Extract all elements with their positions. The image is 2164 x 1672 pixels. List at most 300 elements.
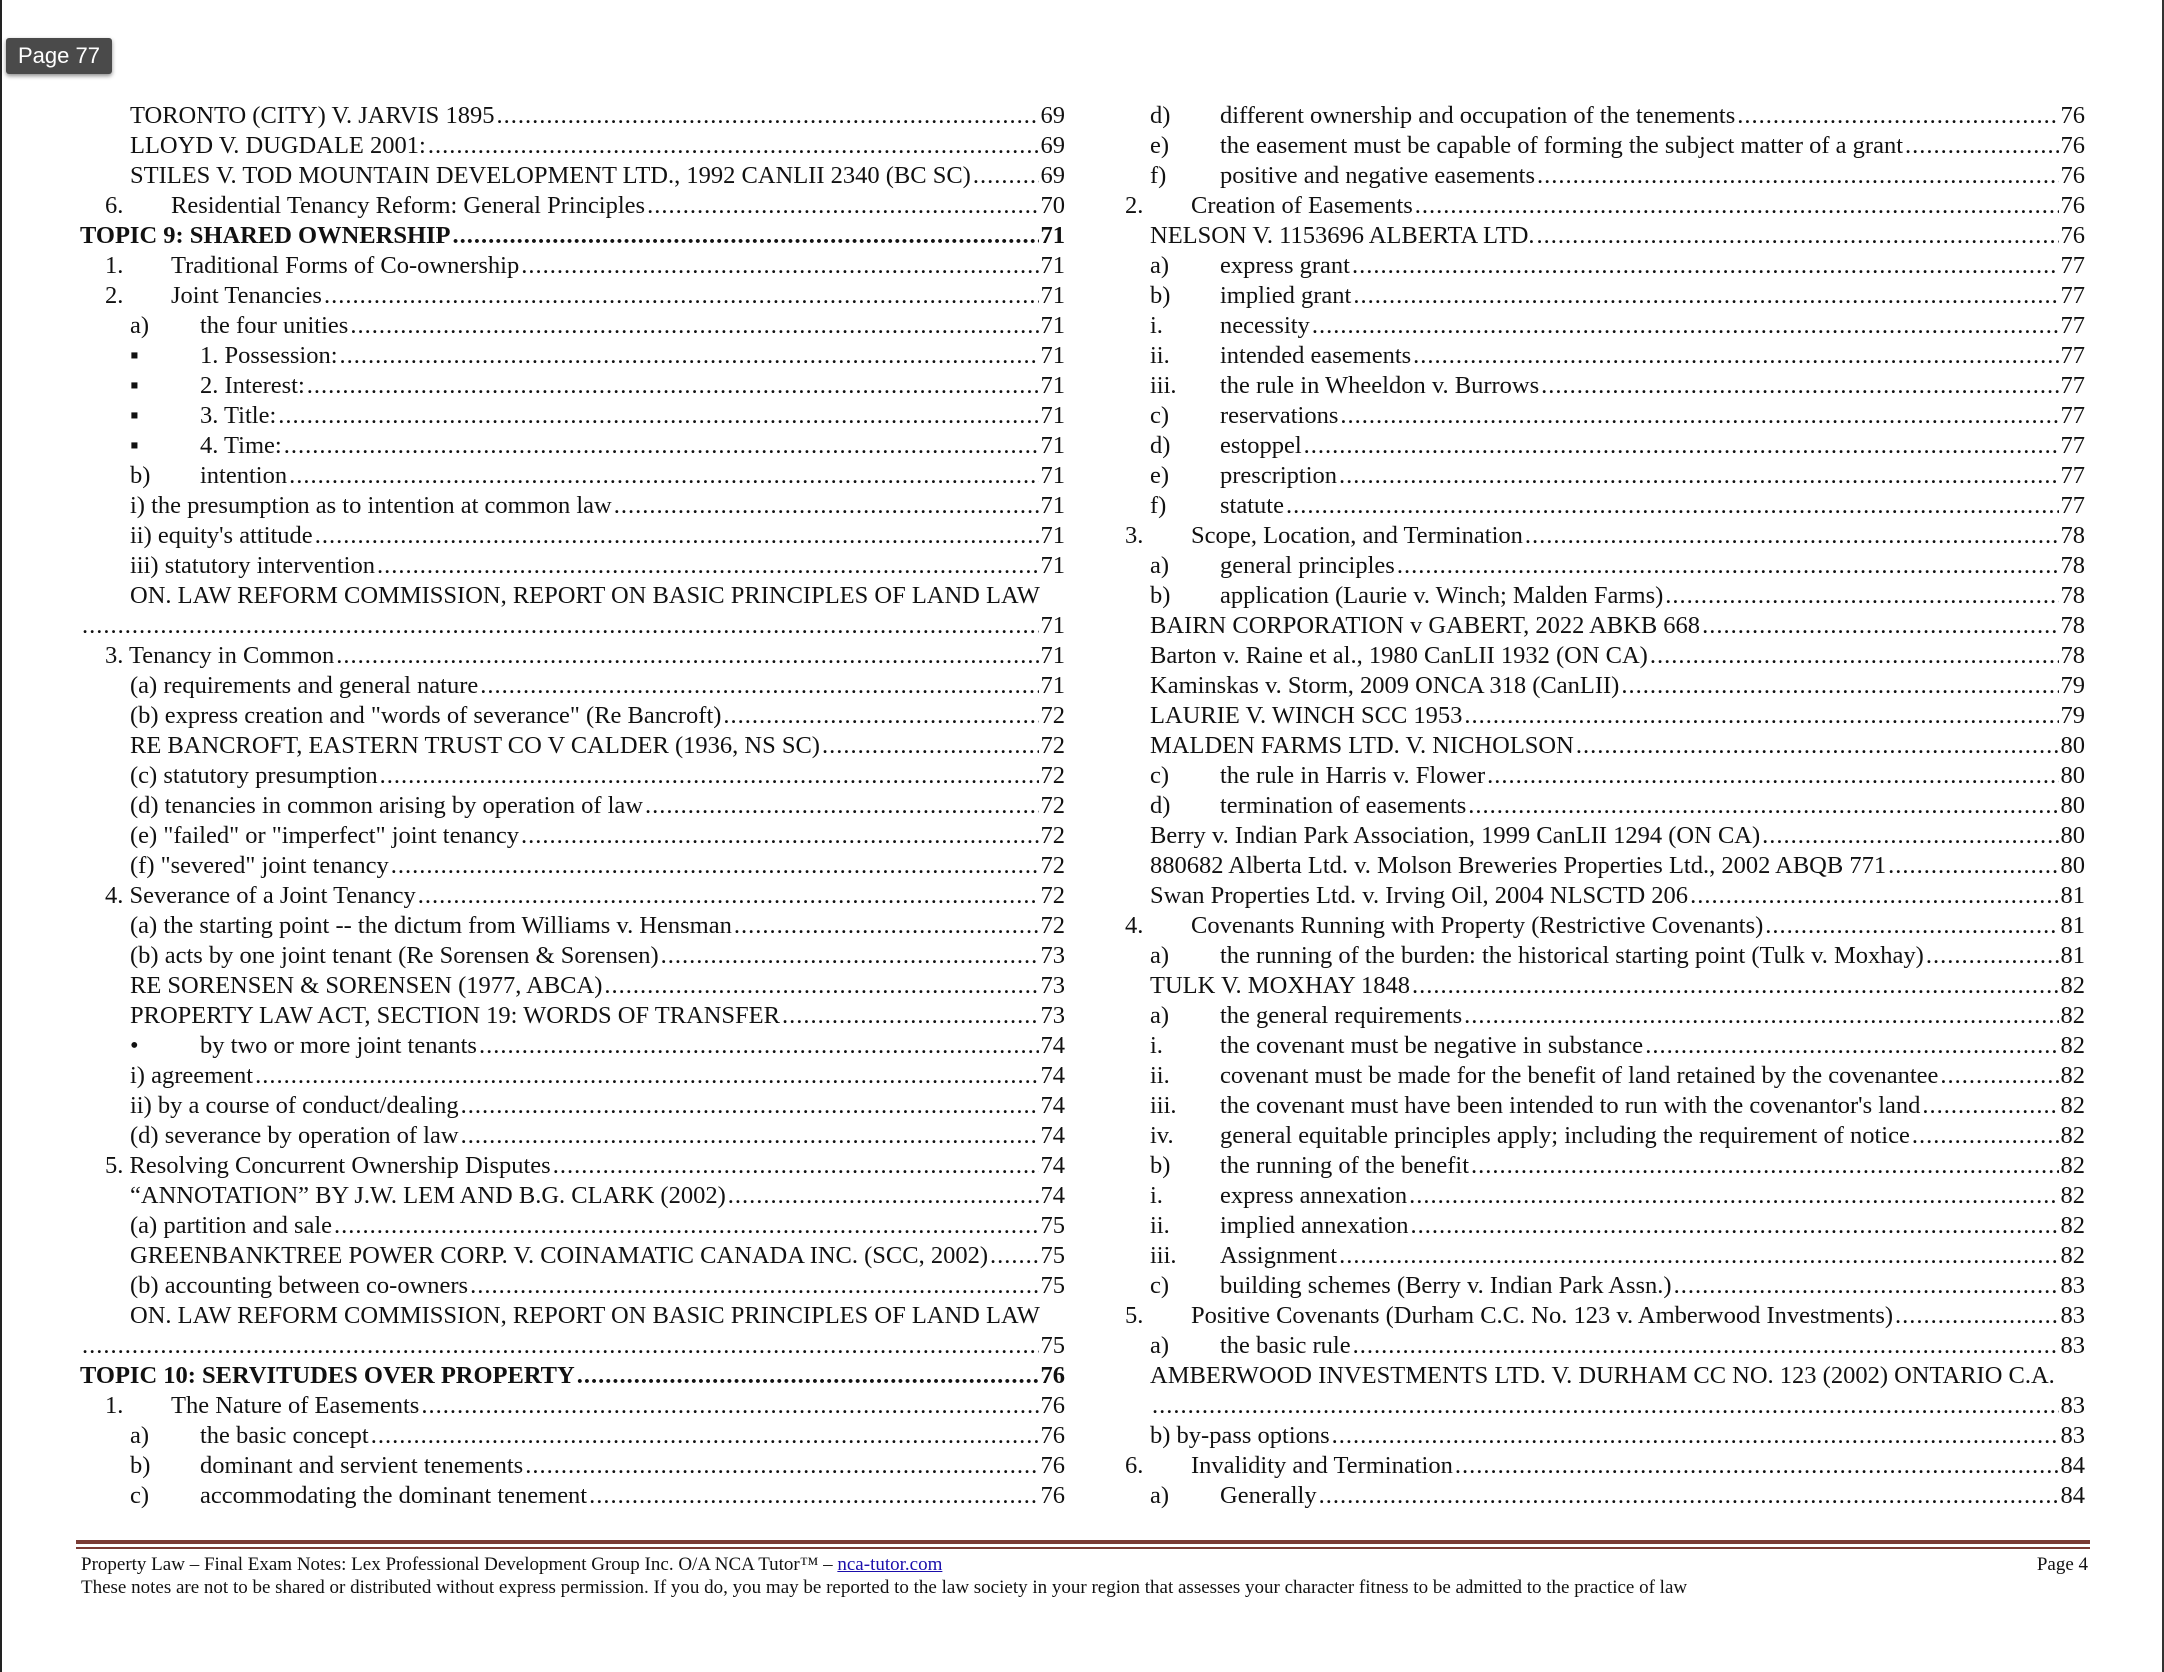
toc-entry[interactable] [80, 1241, 1065, 1271]
toc-entry[interactable] [80, 731, 1065, 761]
toc-entry[interactable] [80, 1121, 1065, 1151]
toc-entry[interactable] [1125, 491, 2085, 521]
toc-entry-title: (b) express creation and "words of severance" (Re Bancroft) [130, 702, 722, 729]
toc-page-number: 75 [1040, 1272, 1065, 1299]
toc-entry[interactable] [80, 581, 1065, 611]
toc-entry-title: TULK V. MOXHAY 1848 [1150, 972, 1411, 999]
toc-leader-dots [1471, 1151, 2058, 1181]
toc-leader-dots [1312, 311, 2059, 341]
toc-leader-dots [782, 1001, 1039, 1031]
footer-copyright [81, 1554, 942, 1576]
toc-page-number: 73 [1040, 972, 1065, 999]
toc-leader-dots [1352, 251, 2059, 281]
toc-page-number: 82 [2060, 1212, 2085, 1239]
toc-entry-title: 3. Title: [200, 402, 277, 429]
toc-entry-title: Berry v. Indian Park Association, 1999 CanLII 1294 (ON CA) [1150, 822, 1761, 849]
toc-leader-dots [1541, 371, 2058, 401]
toc-leader-dots [421, 1391, 1038, 1421]
toc-entry-title: RE BANCROFT, EASTERN TRUST CO V CALDER (1936, NS SC) [130, 732, 820, 759]
toc-leader-dots [496, 101, 1038, 131]
toc-entry-number: ▪ [130, 432, 139, 459]
toc-entry[interactable] [80, 1331, 1065, 1361]
toc-entry-title: Scope, Location, and Termination [1191, 522, 1523, 549]
toc-page-number: 79 [2060, 702, 2085, 729]
toc-entry[interactable] [1125, 311, 2085, 341]
toc-entry[interactable] [1125, 1121, 2085, 1151]
toc-leader-dots [647, 191, 1038, 221]
toc-leader-dots [1926, 941, 2059, 971]
toc-entry[interactable] [80, 671, 1065, 701]
toc-entry-number: 6. [1125, 1452, 1144, 1479]
toc-entry-title: RE SORENSEN & SORENSEN (1977, ABCA) [130, 972, 603, 999]
toc-page-number: 80 [2060, 762, 2085, 789]
toc-leader-dots [1464, 701, 2058, 731]
toc-entry-title: iii) statutory intervention [130, 552, 375, 579]
toc-entry-title: Assignment [1220, 1242, 1338, 1269]
toc-page-number: 74 [1040, 1092, 1065, 1119]
toc-entry[interactable] [1125, 1481, 2085, 1511]
toc-entry-title: the four unities [200, 312, 349, 339]
toc-leader-dots [1332, 1421, 2059, 1451]
toc-entry-title: the covenant must be negative in substance [1220, 1032, 1644, 1059]
toc-page-number: 77 [2060, 372, 2085, 399]
toc-entry[interactable] [1125, 521, 2085, 551]
toc-entry[interactable] [80, 1301, 1065, 1331]
toc-page-number: 81 [2060, 942, 2085, 969]
toc-entry-number: b) [1150, 582, 1171, 609]
toc-entry-number: i. [1150, 312, 1163, 339]
toc-leader-dots [553, 1151, 1039, 1181]
toc-entry-title: (d) tenancies in common arising by operation of law [130, 792, 643, 819]
toc-entry-title: STILES V. TOD MOUNTAIN DEVELOPMENT LTD., 1992 CANLII 2340 (BC SC) [130, 162, 971, 189]
toc-page-number: 76 [2060, 192, 2085, 219]
toc-entry-title: the general requirements [1220, 1002, 1463, 1029]
toc-leader-dots [278, 401, 1038, 431]
toc-entry[interactable] [80, 1481, 1065, 1511]
toc-entry[interactable] [1125, 611, 2085, 641]
toc-entry[interactable] [80, 641, 1065, 671]
toc-entry[interactable] [1125, 1421, 2085, 1451]
toc-entry[interactable] [80, 611, 1065, 641]
toc-entry[interactable] [1125, 1151, 2085, 1181]
toc-page-number: 71 [1040, 372, 1065, 399]
toc-entry[interactable] [1125, 581, 2085, 611]
toc-page-number: 71 [1040, 552, 1065, 579]
toc-page-number: 71 [1040, 222, 1065, 249]
toc-page-number: 71 [1040, 252, 1065, 279]
toc-entry[interactable] [80, 1451, 1065, 1481]
toc-entry[interactable] [80, 431, 1065, 461]
toc-entry-title: (b) acts by one joint tenant (Re Sorensen & Sorensen) [130, 942, 659, 969]
toc-page-number: 78 [2060, 582, 2085, 609]
toc-leader-dots [336, 641, 1038, 671]
toc-entry[interactable] [1125, 641, 2085, 671]
toc-page-number: 78 [2060, 522, 2085, 549]
toc-leader-dots [284, 431, 1039, 461]
toc-entry-title: 4. Severance of a Joint Tenancy [105, 882, 416, 909]
toc-entry[interactable] [80, 251, 1065, 281]
toc-page-number: 76 [2060, 222, 2085, 249]
toc-leader-dots [461, 1121, 1039, 1151]
toc-entry-number: i. [1150, 1032, 1163, 1059]
toc-entry[interactable] [80, 761, 1065, 791]
toc-page-number: 71 [1040, 492, 1065, 519]
toc-entry[interactable] [80, 1421, 1065, 1451]
toc-leader-dots [1690, 881, 2058, 911]
toc-entry[interactable] [1125, 821, 2085, 851]
toc-entry[interactable] [1125, 1451, 2085, 1481]
toc-page-number: 69 [1040, 102, 1065, 129]
footer-rule [76, 1540, 2090, 1544]
toc-page-number: 72 [1040, 732, 1065, 759]
toc-leader-dots [1665, 581, 2058, 611]
toc-leader-dots [1468, 791, 2058, 821]
toc-entry[interactable] [1125, 731, 2085, 761]
toc-entry[interactable] [80, 941, 1065, 971]
toc-entry-title: TOPIC 10: SERVITUDES OVER PROPERTY [80, 1362, 575, 1389]
toc-leader-dots [1319, 1481, 2059, 1511]
toc-entry-title: different ownership and occupation of the tenements [1220, 102, 1736, 129]
toc-entry[interactable] [80, 1361, 1065, 1391]
toc-leader-dots [723, 701, 1038, 731]
toc-entry-title: (a) partition and sale [130, 1212, 333, 1239]
toc-page-number: 73 [1040, 1002, 1065, 1029]
toc-entry-title: covenant must be made for the benefit of land retained by the covenantee [1220, 1062, 1939, 1089]
toc-entry-title: BAIRN CORPORATION v GABERT, 2022 ABKB 668 [1150, 612, 1701, 639]
toc-entry[interactable] [80, 791, 1065, 821]
toc-entry[interactable] [1125, 941, 2085, 971]
toc-entry[interactable] [1125, 1361, 2085, 1391]
toc-page-number: 76 [1040, 1452, 1065, 1479]
toc-leader-dots [1464, 1001, 2058, 1031]
toc-entry[interactable] [80, 821, 1065, 851]
toc-entry[interactable] [80, 221, 1065, 251]
toc-entry[interactable] [80, 161, 1065, 191]
toc-entry[interactable] [80, 281, 1065, 311]
toc-entry[interactable] [80, 1091, 1065, 1121]
toc-entry[interactable] [1125, 341, 2085, 371]
toc-entry[interactable] [1125, 401, 2085, 431]
toc-page-number: 74 [1040, 1122, 1065, 1149]
toc-entry-title: the rule in Wheeldon v. Burrows [1220, 372, 1540, 399]
toc-entry-title: i) the presumption as to intention at common law [130, 492, 612, 519]
toc-page-number: 82 [2060, 1092, 2085, 1119]
toc-page-number: 71 [1040, 402, 1065, 429]
toc-leader-dots [1645, 1031, 2058, 1061]
toc-entry-number: c) [130, 1482, 150, 1509]
toc-entry-number: 4. [1125, 912, 1144, 939]
toc-page-number: 71 [1040, 462, 1065, 489]
toc-page-number: 71 [1040, 282, 1065, 309]
toc-entry[interactable] [1125, 1031, 2085, 1061]
toc-entry-title: LAURIE V. WINCH SCC 1953 [1150, 702, 1463, 729]
toc-entry-title: PROPERTY LAW ACT, SECTION 19: WORDS OF TRANSFER [130, 1002, 780, 1029]
toc-entry-number: a) [1150, 1002, 1170, 1029]
toc-entry-title: (a) requirements and general nature [130, 672, 479, 699]
toc-page-number: 82 [2060, 1152, 2085, 1179]
toc-page-number: 77 [2060, 312, 2085, 339]
toc-leader-dots [589, 1481, 1038, 1511]
toc-entry-number: 1. [105, 1392, 124, 1419]
toc-entry-number: a) [130, 1422, 150, 1449]
toc-entry-number: a) [1150, 1482, 1170, 1509]
toc-entry[interactable] [1125, 1061, 2085, 1091]
toc-entry-title: positive and negative easements [1220, 162, 1535, 189]
toc-entry-number: e) [1150, 462, 1170, 489]
toc-page-number: 82 [2060, 972, 2085, 999]
toc-page-number: 82 [2060, 1242, 2085, 1269]
toc-entry[interactable] [1125, 1001, 2085, 1031]
toc-entry-number: 2. [1125, 192, 1144, 219]
toc-page-number: 71 [1040, 312, 1065, 339]
toc-leader-dots [1737, 101, 2058, 131]
toc-entry[interactable] [80, 1271, 1065, 1301]
toc-entry-title: ON. LAW REFORM COMMISSION, REPORT ON BASIC PRINCIPLES OF LAND LAW [130, 582, 1040, 609]
footer-link[interactable]: nca-tutor.com [837, 1554, 943, 1575]
toc-entry[interactable] [80, 851, 1065, 881]
toc-entry[interactable] [1125, 701, 2085, 731]
toc-entry[interactable] [1125, 281, 2085, 311]
toc-leader-dots [1922, 1091, 2058, 1121]
toc-entry[interactable] [1125, 1391, 2085, 1421]
toc-entry-number: b) [1150, 1152, 1171, 1179]
toc-leader-dots [480, 671, 1038, 701]
toc-entry-number: iii. [1150, 372, 1177, 399]
toc-entry[interactable] [80, 971, 1065, 1001]
toc-entry-number: f) [1150, 492, 1167, 519]
toc-leader-dots [380, 761, 1039, 791]
toc-leader-dots [255, 1061, 1038, 1091]
toc-entry[interactable] [1125, 971, 2085, 1001]
toc-page-number: 75 [1040, 1212, 1065, 1239]
toc-leader-dots [1487, 761, 2058, 791]
toc-entry[interactable] [80, 1061, 1065, 1091]
toc-entry-number: ii. [1150, 1212, 1170, 1239]
toc-leader-dots [82, 611, 1039, 641]
toc-leader-dots [1339, 1241, 2058, 1271]
toc-entry-number: a) [1150, 252, 1170, 279]
toc-entry[interactable] [1125, 101, 2085, 131]
toc-entry[interactable] [1125, 851, 2085, 881]
toc-leader-dots [1152, 1391, 2059, 1421]
toc-entry-number: 5. [1125, 1302, 1144, 1329]
toc-entry[interactable] [80, 131, 1065, 161]
toc-entry[interactable] [1125, 791, 2085, 821]
toc-page-number: 81 [2060, 882, 2085, 909]
toc-entry[interactable] [1125, 371, 2085, 401]
toc-entry[interactable] [1125, 161, 2085, 191]
toc-entry-title: termination of easements [1220, 792, 1467, 819]
toc-entry-number: ▪ [130, 372, 139, 399]
toc-page-number: 83 [2060, 1392, 2085, 1419]
toc-entry-number: d) [1150, 102, 1171, 129]
toc-page-number: 72 [1040, 792, 1065, 819]
toc-entry-number: e) [1150, 132, 1170, 159]
toc-entry[interactable] [80, 911, 1065, 941]
toc-entry[interactable] [1125, 1211, 2085, 1241]
toc-entry[interactable] [80, 1391, 1065, 1421]
toc-leader-dots [1537, 161, 2059, 191]
toc-entry[interactable] [1125, 251, 2085, 281]
toc-leader-dots [1762, 821, 2058, 851]
toc-entry[interactable] [80, 311, 1065, 341]
toc-right-column [1125, 101, 2085, 1511]
toc-leader-dots [1353, 1331, 2059, 1361]
toc-entry-title: Generally [1220, 1482, 1317, 1509]
toc-entry[interactable] [80, 1151, 1065, 1181]
toc-entry[interactable] [1125, 911, 2085, 941]
toc-leader-dots [82, 1331, 1039, 1361]
toc-entry-number: 3. [1125, 522, 1144, 549]
toc-entry-title: (f) "severed" joint tenancy [130, 852, 389, 879]
toc-entry-title: Joint Tenancies [171, 282, 322, 309]
toc-entry-number: 6. [105, 192, 124, 219]
toc-leader-dots [1455, 1451, 2059, 1481]
toc-leader-dots [661, 941, 1039, 971]
toc-entry-title: implied annexation [1220, 1212, 1409, 1239]
toc-entry[interactable] [1125, 431, 2085, 461]
toc-page-number: 76 [1040, 1482, 1065, 1509]
toc-page-number: 71 [1040, 342, 1065, 369]
toc-leader-dots [350, 311, 1038, 341]
toc-page-number: 71 [1040, 432, 1065, 459]
toc-entry-number: a) [1150, 552, 1170, 579]
toc-page-number: 74 [1040, 1062, 1065, 1089]
toc-entry-number: b) [130, 462, 151, 489]
toc-entry-number: d) [1150, 792, 1171, 819]
toc-entry-title: (b) accounting between co-owners [130, 1272, 469, 1299]
toc-page-number: 74 [1040, 1182, 1065, 1209]
toc-entry[interactable] [80, 1181, 1065, 1211]
toc-entry-title: 4. Time: [200, 432, 282, 459]
toc-entry[interactable] [1125, 1181, 2085, 1211]
toc-entry-title: the basic concept [200, 1422, 369, 1449]
toc-page-number: 76 [1040, 1422, 1065, 1449]
footer-page-label: Page 4 [2036, 1554, 2088, 1575]
toc-page-number: 77 [2060, 342, 2085, 369]
toc-entry-title: (a) the starting point -- the dictum from Williams v. Hensman [130, 912, 732, 939]
toc-entry[interactable] [1125, 881, 2085, 911]
toc-leader-dots [1304, 431, 2059, 461]
toc-page-number: 69 [1040, 132, 1065, 159]
toc-entry[interactable] [80, 1031, 1065, 1061]
toc-leader-dots [1702, 611, 2058, 641]
toc-page-number: 78 [2060, 642, 2085, 669]
toc-page-number: 77 [2060, 402, 2085, 429]
toc-entry-number: ii. [1150, 1062, 1170, 1089]
toc-entry-title: intended easements [1220, 342, 1412, 369]
toc-leader-dots [1340, 401, 2058, 431]
toc-entry-title: application (Laurie v. Winch; Malden Farms) [1220, 582, 1664, 609]
toc-page-number: 77 [2060, 432, 2085, 459]
toc-leader-dots [1940, 1061, 2058, 1091]
toc-entry-title: dominant and servient tenements [200, 1452, 524, 1479]
toc-entry-title: express annexation [1220, 1182, 1408, 1209]
toc-entry[interactable] [80, 1211, 1065, 1241]
toc-page-number: 74 [1040, 1152, 1065, 1179]
toc-leader-dots [521, 251, 1038, 281]
toc-entry[interactable] [1125, 191, 2085, 221]
toc-leader-dots [428, 131, 1039, 161]
toc-entry[interactable] [1125, 1301, 2085, 1331]
toc-entry-title: the easement must be capable of forming the subject matter of a grant [1220, 132, 1904, 159]
toc-entry-title: Invalidity and Termination [1191, 1452, 1453, 1479]
toc-leader-dots [1537, 221, 2059, 251]
toc-entry[interactable] [1125, 131, 2085, 161]
toc-page-number: 83 [2060, 1332, 2085, 1359]
toc-entry[interactable] [80, 101, 1065, 131]
toc-leader-dots [734, 911, 1039, 941]
toc-page-number: 71 [1040, 612, 1065, 639]
toc-entry-title: (d) severance by operation of law [130, 1122, 459, 1149]
toc-page-number: 83 [2060, 1272, 2085, 1299]
toc-page-number: 82 [2060, 1002, 2085, 1029]
toc-entry[interactable] [1125, 551, 2085, 581]
toc-entry-title: prescription [1220, 462, 1338, 489]
toc-leader-dots [645, 791, 1039, 821]
toc-entry[interactable] [80, 341, 1065, 371]
toc-entry-title: Residential Tenancy Reform: General Principles [171, 192, 646, 219]
toc-entry[interactable] [1125, 1271, 2085, 1301]
toc-leader-dots [1525, 521, 2059, 551]
toc-entry[interactable] [80, 881, 1065, 911]
toc-entry[interactable] [1125, 1241, 2085, 1271]
toc-entry[interactable] [80, 461, 1065, 491]
toc-entry[interactable] [80, 191, 1065, 221]
toc-leader-dots [1895, 1301, 2058, 1331]
toc-page-number: 80 [2060, 852, 2085, 879]
toc-entry-title: AMBERWOOD INVESTMENTS LTD. V. DURHAM CC NO. 123 (2002) ONTARIO C.A. [1150, 1362, 2055, 1389]
toc-entry[interactable] [1125, 671, 2085, 701]
toc-page-number: 76 [2060, 162, 2085, 189]
toc-left-column [80, 101, 1065, 1511]
toc-entry[interactable] [1125, 461, 2085, 491]
toc-leader-dots [334, 1211, 1038, 1241]
toc-leader-dots [1409, 1181, 2058, 1211]
toc-leader-dots [1415, 191, 2059, 221]
toc-entry[interactable] [1125, 1091, 2085, 1121]
toc-entry-title: b) by-pass options [1150, 1422, 1330, 1449]
toc-page-number: 69 [1040, 162, 1065, 189]
toc-entry-title: The Nature of Easements [171, 1392, 420, 1419]
toc-entry[interactable] [1125, 221, 2085, 251]
toc-entry[interactable] [80, 551, 1065, 581]
toc-leader-dots [604, 971, 1038, 1001]
toc-page-number: 72 [1040, 882, 1065, 909]
toc-entry[interactable] [80, 701, 1065, 731]
toc-leader-dots [418, 881, 1039, 911]
toc-entry[interactable] [80, 401, 1065, 431]
toc-leader-dots [391, 851, 1039, 881]
toc-entry-number: ii. [1150, 342, 1170, 369]
toc-page-number: 83 [2060, 1302, 2085, 1329]
toc-entry[interactable] [80, 521, 1065, 551]
toc-entry[interactable] [80, 1001, 1065, 1031]
toc-entry[interactable] [80, 491, 1065, 521]
toc-entry-title: Creation of Easements [1191, 192, 1413, 219]
toc-entry-title: general principles [1220, 552, 1395, 579]
toc-page-number: 72 [1040, 822, 1065, 849]
toc-entry[interactable] [1125, 1331, 2085, 1361]
toc-entry[interactable] [1125, 761, 2085, 791]
toc-page-number: 72 [1040, 762, 1065, 789]
toc-entry-title: the basic rule [1220, 1332, 1351, 1359]
toc-entry-title: Barton v. Raine et al., 1980 CanLII 1932 (ON CA) [1150, 642, 1648, 669]
toc-entry-title: the covenant must have been intended to run with the covenantor's land [1220, 1092, 1921, 1119]
toc-entry[interactable] [80, 371, 1065, 401]
toc-page-number: 73 [1040, 942, 1065, 969]
toc-entry-title: ON. LAW REFORM COMMISSION, REPORT ON BASIC PRINCIPLES OF LAND LAW [130, 1302, 1040, 1329]
